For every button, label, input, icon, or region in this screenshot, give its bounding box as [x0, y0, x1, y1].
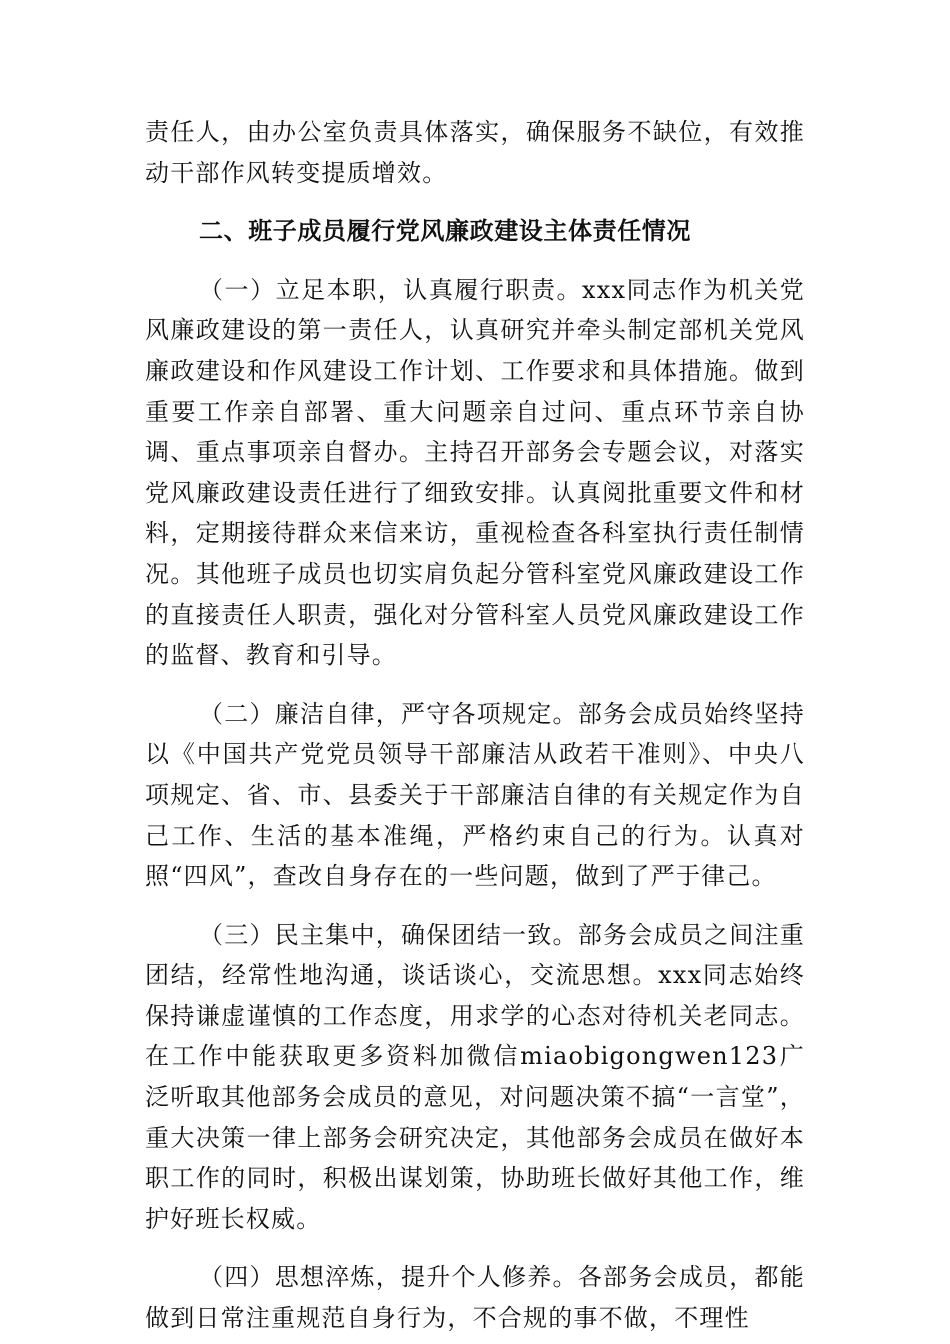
paragraph-item-3: （三）民主集中，确保团结一致。部务会成员之间注重团结，经常性地沟通，谈话谈心，交流思想。xxx同志始终保持谦虚谨慎的工作态度，用求学的心态对待机关老同志。在工作中能获取更多资料加微信miaobigongwen123广泛听取其他部务会成员的意见，对问题决策不搞“一言堂”，重大决策一律上部务会研究决定，其他部务会成员在做好本职工作的同时，积极出谋划策，协助班长做好其他工作，维护好班长权威。 [145, 920, 805, 1233]
paragraph-continuation: 责任人，由办公室负责具体落实，确保服务不缺位，有效推动干部作风转变提质增效。 [145, 118, 805, 187]
paragraph-item-4: （四）思想淬炼，提升个人修养。各部务会成员，都能做到日常注重规范自身行为，不合规的事不做，不理性 [145, 1263, 805, 1333]
paragraph-item-1: （一）立足本职，认真履行职责。xxx同志作为机关党风廉政建设的第一责任人，认真研究并牵头制定部机关党风廉政建设和作风建设工作计划、工作要求和具体措施。做到重要工作亲自部署、重大问题亲自过问、重点环节亲自协调、重点事项亲自督办。主持召开部务会专题会议，对落实党风廉政建设责任进行了细致安排。认真阅批重要文件和材料，定期接待群众来信来访，重视检查各科室执行责任制情况。其他班子成员也切实肩负起分管科室党风廉政建设工作的直接责任人职责，强化对分管科室人员党风廉政建设工作的监督、教育和引导。 [145, 275, 805, 670]
section-heading: 二、班子成员履行党风廉政建设主体责任情况 [199, 217, 691, 246]
paragraph-item-2: （二）廉洁自律，严守各项规定。部务会成员始终坚持以《中国共产党党员领导干部廉洁从政若干准则》、中央八项规定、省、市、县委关于干部廉洁自律的有关规定作为自己工作、生活的基本准绳，严格约束自己的行为。认真对照“四风”，查改自身存在的一些问题，做到了严于律己。 [145, 699, 805, 891]
document-body [145, 112, 805, 1339]
